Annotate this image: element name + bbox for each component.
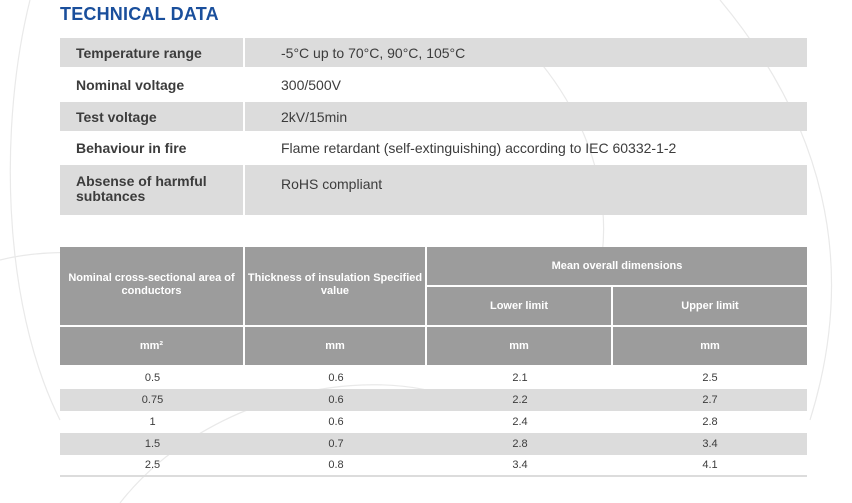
spec-label: Test voltage — [60, 102, 243, 131]
spec-value: 2kV/15min — [245, 102, 807, 131]
unit-cell: mm — [613, 327, 807, 367]
spec-label: Behaviour in fire — [76, 140, 187, 156]
table-cell: 2.2 — [427, 389, 613, 411]
table-cell: 0.8 — [245, 455, 427, 477]
header-upper-limit: Upper limit — [613, 287, 807, 327]
spec-row-temperature — [60, 38, 807, 67]
table-cell: 2.5 — [702, 372, 718, 384]
spec-label: Nominal voltage — [76, 76, 185, 93]
table-cell: 0.6 — [328, 416, 344, 428]
spec-value: -5°C up to 70°C, 90°C, 105°C — [245, 38, 807, 67]
table-cell: 2.4 — [512, 416, 528, 428]
table-cell: 0.75 — [60, 389, 245, 411]
spec-value: Flame retardant (self-extinguishing) according to IEC 60332-1-2 — [281, 140, 677, 156]
spec-row-nominal-voltage — [60, 70, 807, 99]
table-cell: 2.8 — [427, 433, 613, 455]
header-lower-limit: Lower limit — [427, 287, 613, 327]
section-title: TECHNICAL DATA — [60, 4, 219, 24]
table-cell: 0.6 — [245, 389, 427, 411]
unit-cell: mm² — [60, 327, 245, 367]
header-insulation-thickness: Thickness of insulation Specified value — [245, 247, 427, 327]
spec-row-test-voltage — [60, 102, 807, 131]
table-cell: 2.7 — [613, 389, 807, 411]
header-cross-section: Nominal cross-sectional area of conductors — [60, 247, 245, 327]
header-mean-overall-dimensions: Mean overall dimensions — [427, 247, 807, 287]
table-row — [60, 455, 807, 477]
table-cell: 2.5 — [60, 455, 245, 477]
spec-row-harmful-substances — [60, 165, 807, 215]
table-cell: 1.5 — [60, 433, 245, 455]
unit-cell: mm — [427, 327, 613, 367]
table-cell: 2.1 — [512, 372, 528, 384]
technical-data-table — [60, 38, 807, 218]
table-cell: 2.8 — [702, 416, 718, 428]
table-cell: 3.4 — [427, 455, 613, 477]
spec-label: Absense of harmful subtances — [60, 165, 243, 215]
table-row — [60, 411, 807, 433]
spec-value: RoHS compliant — [245, 165, 807, 215]
table-cell: 0.6 — [328, 372, 344, 384]
table-cell: 4.1 — [613, 455, 807, 477]
table-cell: 0.7 — [245, 433, 427, 455]
table-row — [60, 433, 807, 455]
spec-row-behaviour-in-fire — [60, 134, 807, 162]
table-cell: 0.5 — [144, 372, 161, 384]
spec-label: Temperature range — [60, 38, 243, 67]
table-cell: 1 — [149, 416, 156, 428]
table-cell: 3.4 — [613, 433, 807, 455]
unit-cell: mm — [245, 327, 427, 367]
table-row — [60, 389, 807, 411]
table-row — [60, 367, 807, 389]
spec-value: 300/500V — [281, 76, 341, 93]
dimensions-table — [60, 247, 807, 477]
